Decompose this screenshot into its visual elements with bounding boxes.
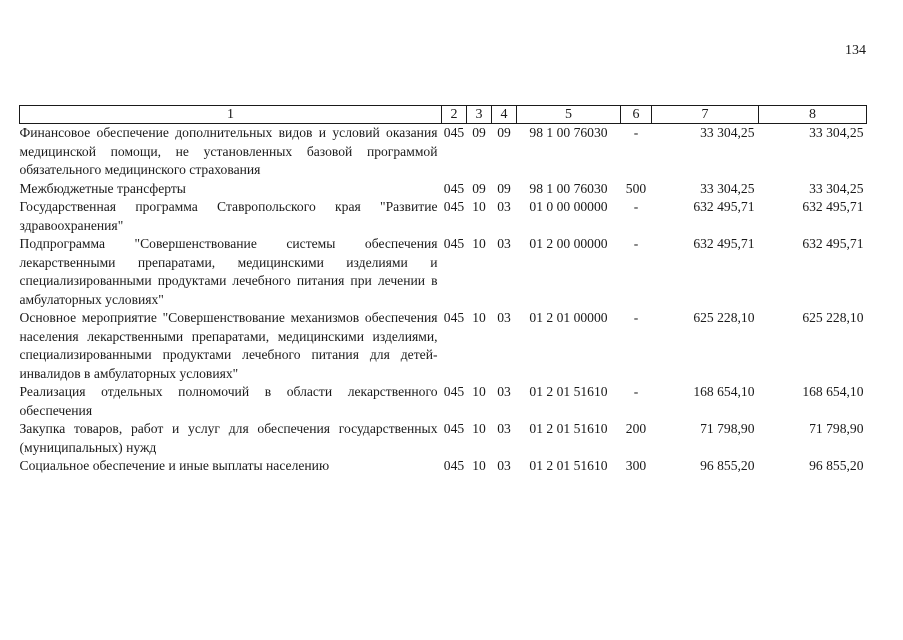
row-section-code: 10 bbox=[472, 384, 486, 399]
row-section-code: 09 bbox=[472, 180, 486, 196]
row-expense-type: 200 bbox=[625, 421, 647, 436]
row-amount-col7: 33 304,25 bbox=[700, 180, 755, 196]
row-section-code: 10 bbox=[472, 421, 486, 436]
row-subsection-code: 03 bbox=[497, 310, 511, 325]
table-row bbox=[20, 383, 867, 420]
row-subsection-code: 03 bbox=[497, 458, 511, 473]
row-target-article: 01 2 00 00000 bbox=[529, 236, 608, 251]
row-target-article: 01 2 01 51610 bbox=[529, 458, 608, 473]
row-name: Государственная программа Ставропольского края "Развитие здравоохранения" bbox=[19, 199, 438, 233]
row-subsection-code: 03 bbox=[497, 421, 511, 436]
row-subsection-code: 03 bbox=[497, 236, 511, 251]
row-section-code: 10 bbox=[472, 458, 486, 473]
row-amount-col8: 33 304,25 bbox=[809, 180, 864, 196]
header-col-1: 1 bbox=[20, 106, 442, 124]
row-amount-col8: 632 495,71 bbox=[802, 199, 864, 214]
table-row bbox=[20, 420, 867, 457]
header-col-7: 7 bbox=[652, 106, 759, 124]
row-name: Подпрограмма "Совершенствование системы обеспечения лекарственными препаратами, медицинскими изделиями и специализированными продуктами лечебного питания при лечении в амбулаторных условиях" bbox=[19, 236, 438, 307]
row-amount-col8: 33 304,25 bbox=[809, 125, 864, 140]
row-subsection-code: 03 bbox=[497, 199, 511, 214]
row-target-article: 01 2 01 00000 bbox=[529, 310, 608, 325]
row-expense-type: - bbox=[633, 199, 639, 214]
row-target-article: 98 1 00 76030 bbox=[529, 125, 608, 140]
row-expense-type: - bbox=[633, 236, 639, 251]
header-col-3: 3 bbox=[467, 106, 492, 124]
row-name: Закупка товаров, работ и услуг для обеспечения государственных (муниципальных) нужд bbox=[19, 421, 438, 455]
header-col-8: 8 bbox=[759, 106, 867, 124]
row-subsection-code: 09 bbox=[497, 125, 511, 140]
row-name: Социальное обеспечение и иные выплаты населению bbox=[19, 458, 330, 473]
row-target-article: 01 0 00 00000 bbox=[529, 199, 608, 214]
row-amount-col8: 168 654,10 bbox=[802, 384, 864, 399]
row-section-code: 10 bbox=[472, 236, 486, 251]
table-header bbox=[20, 106, 867, 124]
table-row bbox=[20, 124, 867, 180]
row-ministry-code: 045 bbox=[443, 421, 465, 436]
row-amount-col7: 96 855,20 bbox=[700, 458, 755, 473]
row-section-code: 10 bbox=[472, 310, 486, 325]
row-name: Финансовое обеспечение дополнительных видов и условий оказания медицинской помощи, не установленных базовой программой обязательного медицинского страхования bbox=[19, 125, 438, 177]
row-amount-col8: 96 855,20 bbox=[809, 458, 864, 473]
row-name: Основное мероприятие "Совершенствование механизмов обеспечения населения лекарственными препаратами, медицинскими изделиями, специализированными продуктами лечебного питания для детей-инвалидов в амбулаторных условиях" bbox=[19, 310, 438, 381]
row-amount-col7: 168 654,10 bbox=[693, 384, 755, 399]
table-row bbox=[20, 309, 867, 383]
row-expense-type: - bbox=[633, 384, 639, 399]
row-ministry-code: 045 bbox=[443, 180, 465, 196]
table-row bbox=[20, 180, 867, 199]
page-number: 134 bbox=[845, 43, 866, 58]
row-ministry-code: 045 bbox=[443, 310, 465, 325]
row-expense-type: 300 bbox=[625, 458, 647, 473]
table-row bbox=[20, 457, 867, 476]
row-ministry-code: 045 bbox=[443, 458, 465, 473]
row-target-article: 01 2 01 51610 bbox=[529, 421, 608, 436]
row-target-article: 98 1 00 76030 bbox=[529, 180, 608, 196]
row-expense-type: - bbox=[633, 310, 639, 325]
row-amount-col7: 71 798,90 bbox=[700, 421, 755, 436]
row-name: Межбюджетные трансферты bbox=[19, 180, 186, 196]
row-ministry-code: 045 bbox=[443, 236, 465, 251]
row-section-code: 10 bbox=[472, 199, 486, 214]
row-amount-col7: 33 304,25 bbox=[700, 125, 755, 140]
header-col-4: 4 bbox=[492, 106, 517, 124]
table-row bbox=[20, 235, 867, 309]
row-ministry-code: 045 bbox=[443, 125, 465, 140]
row-target-article: 01 2 01 51610 bbox=[529, 384, 608, 399]
row-subsection-code: 03 bbox=[497, 384, 511, 399]
header-col-5: 5 bbox=[517, 106, 621, 124]
row-amount-col7: 632 495,71 bbox=[693, 236, 755, 251]
row-expense-type: 500 bbox=[625, 180, 647, 196]
row-amount-col8: 632 495,71 bbox=[802, 236, 864, 251]
row-amount-col8: 625 228,10 bbox=[802, 310, 864, 325]
budget-table bbox=[19, 105, 867, 476]
table-body bbox=[20, 124, 867, 476]
row-amount-col8: 71 798,90 bbox=[809, 421, 864, 436]
header-col-6: 6 bbox=[621, 106, 652, 124]
table-row bbox=[20, 198, 867, 235]
row-subsection-code: 09 bbox=[497, 180, 511, 196]
row-expense-type: - bbox=[633, 125, 639, 140]
header-row bbox=[20, 106, 867, 124]
row-ministry-code: 045 bbox=[443, 384, 465, 399]
row-name: Реализация отдельных полномочий в области лекарственного обеспечения bbox=[19, 384, 438, 418]
row-amount-col7: 632 495,71 bbox=[693, 199, 755, 214]
row-amount-col7: 625 228,10 bbox=[693, 310, 755, 325]
header-col-2: 2 bbox=[442, 106, 467, 124]
row-ministry-code: 045 bbox=[443, 199, 465, 214]
row-section-code: 09 bbox=[472, 125, 486, 140]
